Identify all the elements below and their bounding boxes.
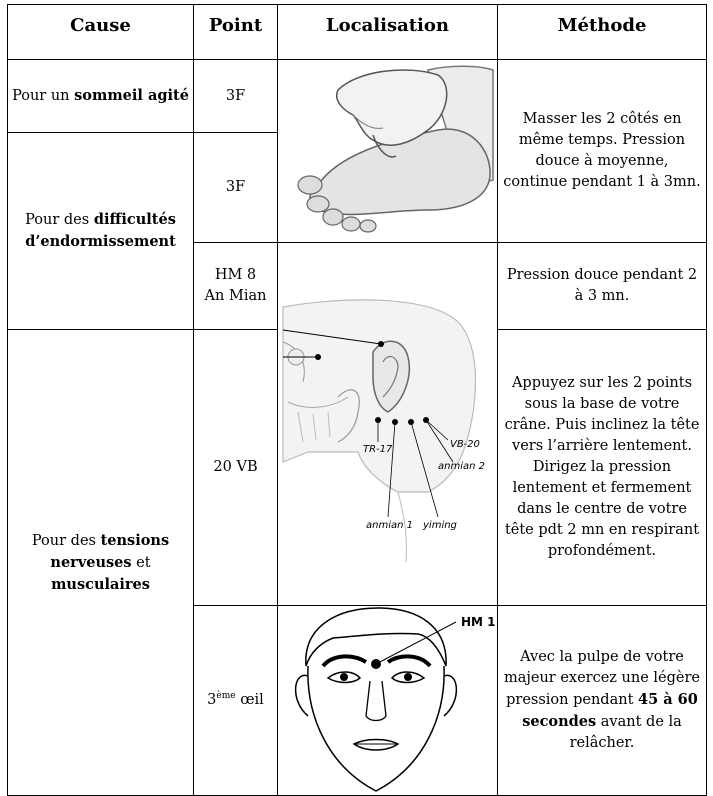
point-eye-text: œil — [235, 692, 264, 708]
label-yiming: yiming — [423, 520, 457, 531]
method-eye-bold: 45 à 60 secondes — [522, 691, 698, 730]
point-cell-3eme-oeil — [194, 606, 278, 796]
label-hm1: HM 1 — [461, 615, 496, 629]
foot-illustration-cell — [278, 60, 498, 243]
face-diagram-cell — [278, 606, 498, 796]
method-cell-hm8: Pression douce pendant 2 à 3 mn. — [498, 243, 707, 330]
method-eye-text1: Avec la pulpe de votre majeur exercez une légère pression pendant — [503, 649, 701, 708]
header-cause: Cause — [8, 5, 194, 60]
table-row — [8, 60, 707, 133]
method-cell-20vb: Appuyez sur les 2 points sous la base de votre crâne. Puis inclinez la tête vers l’arrière lentement. Dirigez la pression lentement et fermement dans le centre de votre tête pdt 2 mn en respirant profondément. — [498, 330, 707, 606]
label-anmian2: anmian 2 — [438, 461, 485, 472]
cause-mid: et — [131, 554, 151, 571]
point-hm8-line1: HM 8 — [214, 267, 257, 283]
point-cell-hm8 — [194, 243, 278, 330]
point-hm8-line2: An Mian — [204, 288, 267, 304]
cause-cell-tensions — [8, 330, 194, 796]
head-side-diagram — [278, 244, 497, 604]
header-localisation: Localisation — [278, 5, 498, 60]
method-eye-text2: avant de la relâcher. — [569, 714, 682, 751]
cause-cell-endormissement — [8, 133, 194, 330]
acupressure-table — [7, 4, 707, 796]
point-cell: 3F — [194, 60, 278, 133]
label-anmian1: anmian 1 — [366, 520, 413, 531]
cause-bold: tensions nerveuses — [50, 531, 170, 571]
cause-prefix: Pour un — [12, 88, 75, 104]
cause-bold: difficultés d’endormissement — [25, 211, 176, 250]
cause-bold: sommeil agité — [74, 87, 189, 104]
face-diagram — [278, 606, 497, 795]
foot-illustration — [278, 60, 497, 242]
point-cell: 3F — [194, 133, 278, 243]
point-cell-20vb: 20 VB — [194, 330, 278, 606]
cause-cell-sommeil — [8, 60, 194, 133]
head-diagram-cell — [278, 243, 498, 606]
method-cell-3eme-oeil — [498, 606, 707, 796]
point-eye-num: 3 — [207, 692, 217, 708]
label-vb20: VB-20 — [450, 439, 480, 450]
cause-bold: musculaires — [51, 575, 150, 593]
header-row — [8, 5, 707, 60]
label-tr17: TR-17 — [363, 444, 393, 455]
point-eye-sup: ème — [216, 691, 236, 702]
cause-prefix: Pour des — [31, 532, 101, 549]
method-cell-massage: Masser les 2 côtés en même temps. Pression douce à moyenne, continue pendant 1 à 3mn. — [498, 60, 707, 243]
header-methode: Méthode — [498, 5, 707, 60]
cause-prefix: Pour des — [25, 212, 94, 228]
header-point: Point — [194, 5, 278, 60]
